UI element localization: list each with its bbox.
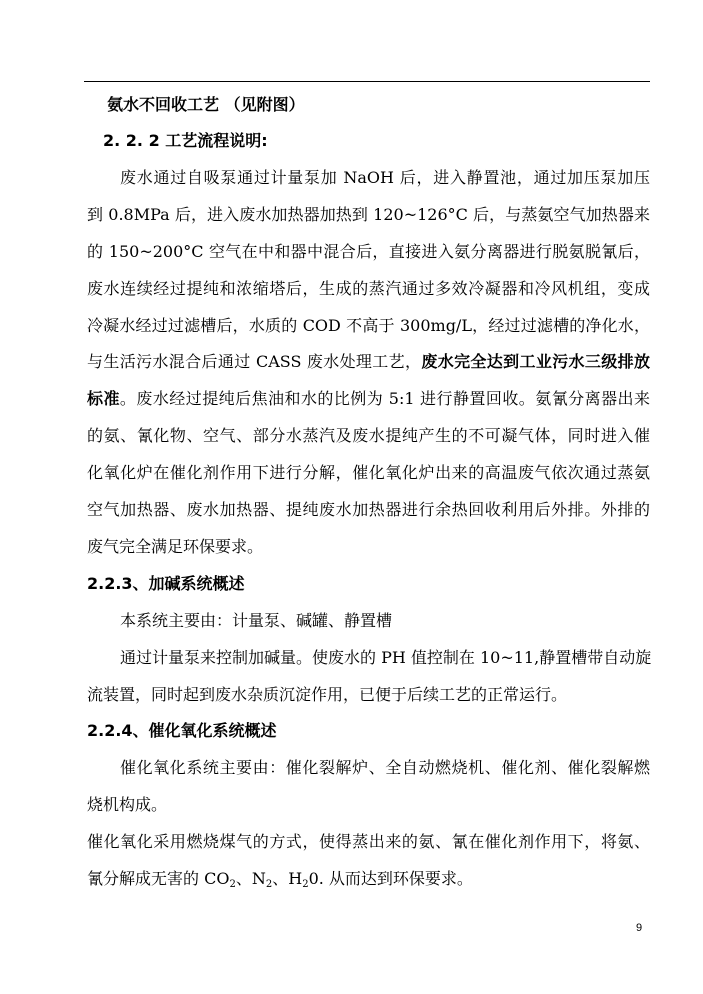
para-line: 催化氧化采用燃烧煤气的方式，使得蒸出来的氨、氰在催化剂作用下，将氨、 [87,832,650,851]
para-line: 本系统主要由：计量泵、碱罐、静置槽 [120,611,393,630]
page-number: 9 [636,922,643,934]
para-line: 空气加热器、废水加热器、提纯废水加热器进行余热回收利用后外排。外排的 [87,500,650,519]
para-line: 的氨、氰化物、空气、部分水蒸汽及废水提纯产生的不可凝气体，同时进入催 [87,426,650,445]
para-line: 通过计量泵来控制加碱量。使废水的 PH 值控制在 10~11,静置槽带自动旋 [120,648,652,667]
heading-2-2-3: 2.2.3、加碱系统概述 [87,574,245,593]
heading-2-2-4: 2.2.4、催化氧化系统概述 [87,721,277,740]
para-line: 催化氧化系统主要由：催化裂解炉、全自动燃烧机、催化剂、催化裂解燃 [120,758,650,777]
para-line: 的 150~200°C 空气在中和器中混合后，直接进入氨分离器进行脱氨脱氰后， [87,242,650,261]
para-line: 流装置，同时起到废水杂质沉淀作用，已便于后续工艺的正常运行。 [87,685,568,704]
para-line: 废水连续经过提纯和浓缩塔后，生成的蒸汽通过多效冷凝器和冷风机组，变成 [87,279,650,298]
para-line-formula [87,869,650,889]
section-title: 氨水不回收工艺 （见附图） [107,95,305,114]
para-line-mixed [87,389,650,409]
emphasis-run: 标准 [87,389,120,408]
para-line: 化氧化炉在催化剂作用下进行分解，催化氧化炉出来的高温废气依次通过蒸氨 [87,463,650,482]
para-line-mixed [87,352,650,372]
emphasis-run: 废水完全达到工业污水三级排放 [421,352,650,371]
subscript: 2 [229,879,236,890]
para-line: 冷凝水经过过滤槽后，水质的 COD 不高于 300mg/L，经过过滤槽的净化水， [87,316,650,335]
text-run: 氰分解成无害的 CO [87,869,230,888]
para-line: 废水通过自吸泵通过计量泵加 NaOH 后，进入静置池，通过加压泵加压 [120,168,650,187]
heading-2-2-2: 2. 2. 2 工艺流程说明: [103,131,268,150]
text-run: 与生活污水混合后通过 CASS 废水处理工艺， [87,352,422,371]
para-line: 烧机构成。 [87,795,168,814]
subscript: 2 [265,879,273,890]
text-run: 、N [235,869,266,888]
header-rule [84,81,650,82]
text-run: 、H [272,869,303,888]
text-run: 0. 从而达到环保要求。 [308,869,473,888]
para-line: 到 0.8MPa 后，进入废水加热器加热到 120~126°C 后，与蒸氨空气加热器来 [87,205,650,224]
subscript: 2 [302,879,309,890]
text-run: 。废水经过提纯后焦油和水的比例为 5:1 进行静置回收。氨氰分离器出来 [119,389,650,408]
para-line: 废气完全满足环保要求。 [87,537,264,556]
